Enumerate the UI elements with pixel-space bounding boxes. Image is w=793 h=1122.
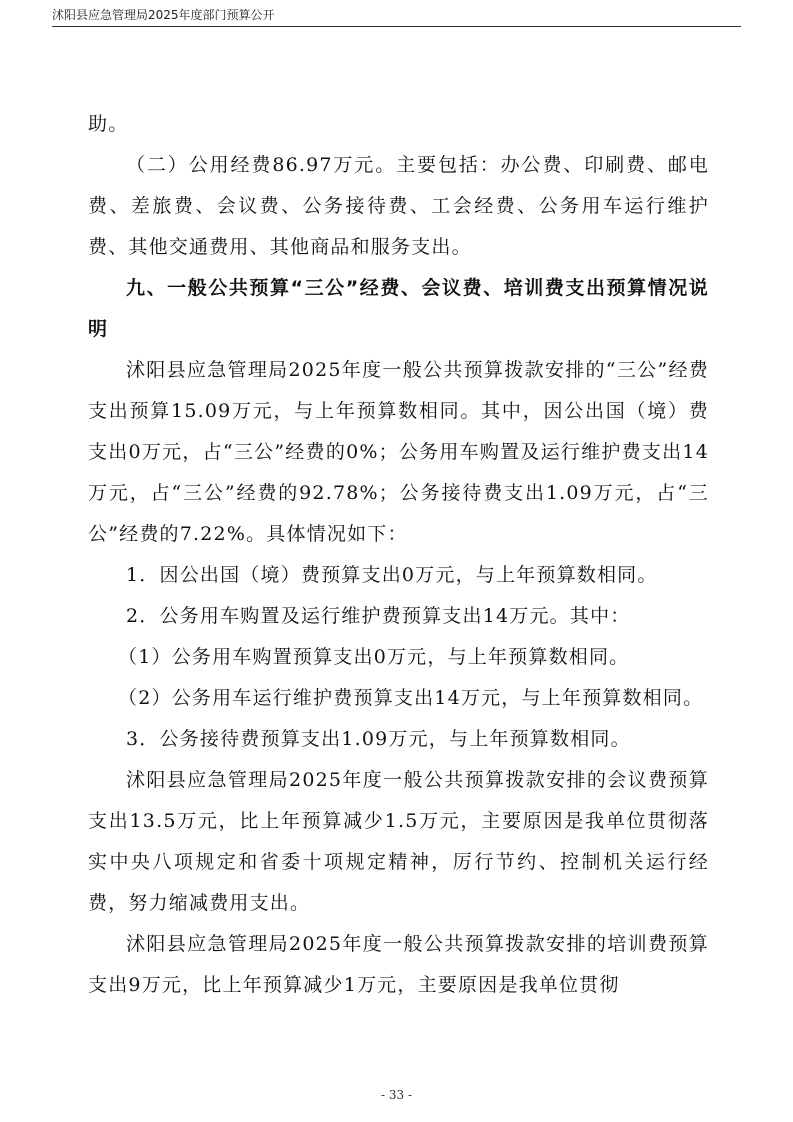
document-body (88, 104, 709, 1006)
paragraph-public-funds: （二）公用经费86.97万元。主要包括：办公费、印刷费、邮电费、差旅费、会议费、公务接待费、工会经费、公务用车运行维护费、其他交通费用、其他商品和服务支出。 (88, 154, 709, 258)
sub-item-vehicle-purchase: （1）公务用车购置预算支出0万元，与上年预算数相同。 (118, 646, 630, 668)
header-divider (52, 26, 741, 27)
paragraph-three-public: 沭阳县应急管理局2025年度一般公共预算拨款安排的“三公”经费支出预算15.09万元，与上年预算数相同。其中，因公出国（境）费支出0万元，占“三公”经费的0%；公务用车购置及运行维护费支出14万元，占“三公”经费的92.78%；公务接待费支出1.09万元，占“三公”经费的7.22%。具体情况如下： (88, 359, 709, 545)
list-item-overseas: 1．因公出国（境）费预算支出0万元，与上年预算数相同。 (126, 564, 658, 586)
list-item-vehicles: 2．公务用车购置及运行维护费预算支出14万元。其中： (126, 605, 631, 627)
list-item-reception: 3．公务接待费预算支出1.09万元，与上年预算数相同。 (126, 728, 631, 750)
paragraph-continuation: 助。 (88, 113, 129, 135)
sub-item-vehicle-maintenance: （2）公务用车运行维护费预算支出14万元，与上年预算数相同。 (118, 687, 704, 709)
page-number: - 33 - (380, 1088, 412, 1102)
running-header: 沭阳县应急管理局2025年度部门预算公开 (52, 8, 275, 22)
paragraph-training-fees: 沭阳县应急管理局2025年度一般公共预算拨款安排的培训费预算支出9万元，比上年预算减少1万元，主要原因是我单位贯彻 (88, 933, 709, 996)
paragraph-meeting-fees: 沭阳县应急管理局2025年度一般公共预算拨款安排的会议费预算支出13.5万元，比上年预算减少1.5万元，主要原因是我单位贯彻落实中央八项规定和省委十项规定精神，厉行节约、控制机关运行经费，努力缩减费用支出。 (88, 769, 709, 914)
section-heading: 九、一般公共预算“三公”经费、会议费、培训费支出预算情况说明 (88, 277, 709, 340)
